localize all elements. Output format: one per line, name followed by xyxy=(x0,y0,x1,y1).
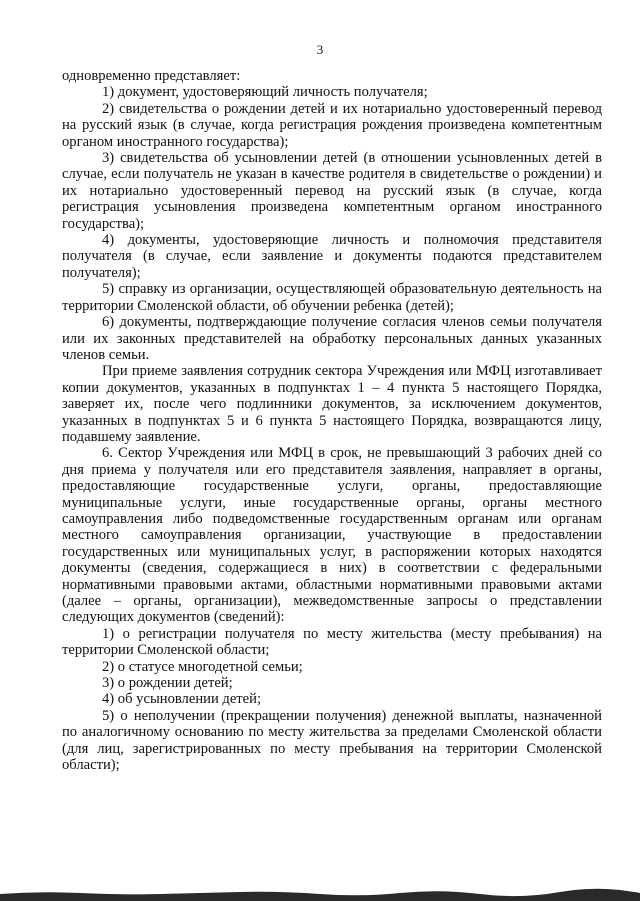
document-body xyxy=(62,68,602,773)
page-number: 3 xyxy=(316,42,324,57)
request-item-1: 1) о регистрации получателя по месту жительства (месту пребывания) на территории Смоленской области; xyxy=(62,625,602,659)
paragraph-intro: одновременно представляет: xyxy=(62,68,241,84)
request-item-5: 5) о неполучении (прекращении получения) денежной выплаты, назначенной по аналогичному основанию по месту жительства за пределами Смоленской области (для лиц, зарегистрированных по месту пребывания на территории Смоленской области); xyxy=(62,707,602,774)
list-item-3: 3) свидетельства об усыновлении детей (в отношении усыновленных детей в случае, если получатель не указан в качестве родителя в свидетельстве о рождении) и их нотариально удостоверенный перевод на русский язык (в случае, когда регистрация усыновления произведена компетентным органом иностранного государства); xyxy=(62,150,602,232)
request-item-4: 4) об усыновлении детей; xyxy=(102,691,262,708)
request-item-2: 2) о статусе многодетной семьи; xyxy=(102,658,303,675)
list-item-1: 1) документ, удостоверяющий личность получателя; xyxy=(102,84,428,101)
list-item-2: 2) свидетельства о рождении детей и их нотариально удостоверенный перевод на русский язык (в случае, когда регистрация рождения произведена компетентным органом иностранного государства); xyxy=(62,100,602,150)
request-item-3: 3) о рождении детей; xyxy=(102,675,233,692)
paragraph-section-6: 6. Сектор Учреждения или МФЦ в срок, не превышающий 3 рабочих дней со дня приема у получателя или его представителя заявления, направляет в органы, предоставляющие государственные услуги, органы, предоставляющие муниципальные услуги, иные государственные органы, органы местного самоуправления либо подведомственные государственным органам или органам местного самоуправления организации, участвующие в предоставлении государственных или муниципальных услуг, в распоряжении которых находятся документы (сведения, содержащиеся в них) в соответствии с федеральными нормативными правовыми актами, областными нормативными правовыми актами (далее – органы, организации), межведомственные запросы о представлении следующих документов (сведений): xyxy=(62,445,602,626)
paragraph-copies: При приеме заявления сотрудник сектора Учреждения или МФЦ изготавливает копии документов, указанных в подпунктах 1 – 4 пункта 5 настоящего Порядка, заверяет их, после чего подлинники документов, за исключением документов, указанных в подпунктах 5 и 6 пункта 5 настоящего Порядка, возвращаются лицу, подавшему заявление. xyxy=(62,363,602,445)
scan-edge-mark xyxy=(0,885,640,901)
list-item-4: 4) документы, удостоверяющие личность и полномочия представителя получателя (в случае, если заявление и документы подаются представителем получателя); xyxy=(62,232,602,281)
list-item-6: 6) документы, подтверждающие получение согласия членов семьи получателя или их законных представителей на обработку персональных данных указанных членов семьи. xyxy=(62,314,602,363)
list-item-5: 5) справку из организации, осуществляющей образовательную деятельность на территории Смоленской области, об обучении ребенка (детей); xyxy=(62,281,602,314)
